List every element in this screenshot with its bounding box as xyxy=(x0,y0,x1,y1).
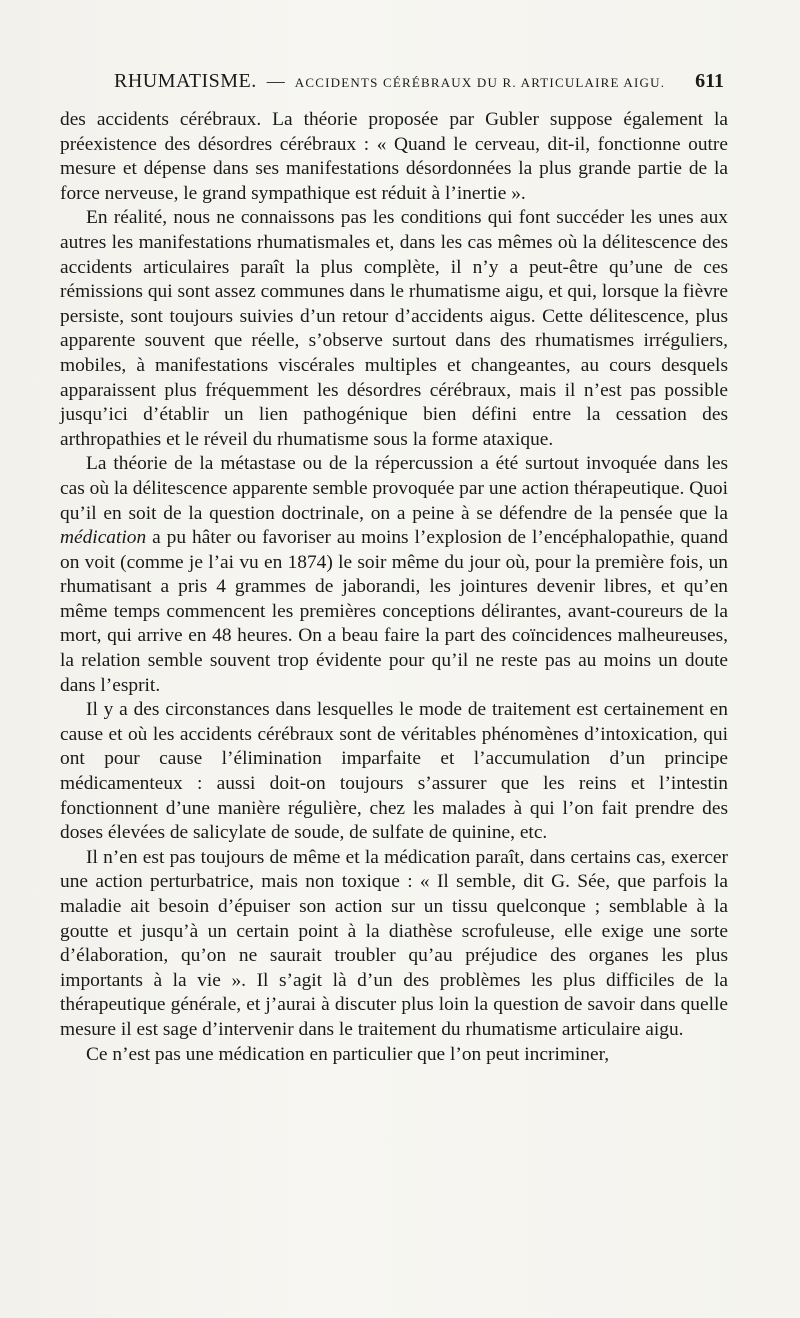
body-text xyxy=(60,108,728,1067)
paragraph-5: Il n’en est pas toujours de même et la médication paraît, dans certains cas, exercer une action perturbatrice, mais non toxique : « Il semble, dit G. Sée, que parfois la maladie ait besoin d’épuiser son action sur un tissu quelconque ; semblable à la goutte et jusqu’à un certain point à la diathèse scrofuleuse, elle exige une sorte d’élaboration, qu’on ne saurait troubler qu’au préjudice des organes les plus importants à la vie ». Il s’agit là d’un des problèmes les plus difficiles de la thérapeutique générale, et j’aurai à discuter plus loin la question de savoir dans quelle mesure il est sage d’intervenir dans le traitement du rhumatisme articulaire aigu. xyxy=(60,846,728,1040)
running-head-left xyxy=(114,70,665,93)
emphasis-medication: médication xyxy=(60,527,147,549)
paragraph-1: des accidents cérébraux. La théorie proposée par Gubler suppose également la préexistence des désordres cérébraux : « Quand le cerveau, dit-il, fonctionne outre mesure et dépense dans ses manifestations désordonnées la plus grande partie de la force nerveuse, le grand sympathique est réduit à l’inertie ». xyxy=(60,109,728,204)
paragraph-3-part-2: a pu hâter ou favoriser au moins l’explosion de l’encéphalopathie, quand on voit (comme je l’ai vu en 1874) le soir même du jour où, pour la première fois, un rhumatisant a pris 4 grammes de jaborandi, les jointures devenir libres, et qu’en même temps commencent les premières conceptions délirantes, avant-coureurs de la mort, qui arrive en 48 heures. On a beau faire la part des coïncidences malheureuses, la relation semble souvent trop évidente pour qu’il ne reste pas au moins un doute dans l’esprit. xyxy=(60,527,728,696)
paragraph-3-part-1: La théorie de la métastase ou de la répercussion a été surtout invoquée dans les cas où la délitescence apparente semble provoquée par une action thérapeutique. Quoi qu’il en soit de la question doctrinale, on a peine à se défendre de la pensée que la xyxy=(60,453,728,524)
paragraph-3 xyxy=(60,452,728,698)
paragraph-4: Il y a des circonstances dans lesquelles le mode de traitement est certainement en cause et où les accidents cérébraux sont de véritables phénomènes d’intoxication, qui ont pour cause l’élimination imparfaite et l’accumulation d’un principe médicamenteux : aussi doit-on toujours s’assurer que les reins et l’intestin fonctionnent d’une manière régulière, chez les malades à qui l’on fait prendre des doses élevées de salicylate de soude, de sulfate de quinine, etc. xyxy=(60,699,728,844)
running-head-subtitle: ACCIDENTS CÉRÉBRAUX DU R. ARTICULAIRE AIGU. xyxy=(294,75,666,90)
running-head-separator: — xyxy=(266,71,285,91)
running-head xyxy=(114,70,724,106)
paragraph-2: En réalité, nous ne connaissons pas les conditions qui font succéder les unes aux autres les manifestations rhumatismales et, dans les cas mêmes où la délitescence des accidents articulaires paraît la plus complète, il n’y a peut-être qu’une de ces rémissions qui sont assez communes dans le rhumatisme aigu, et qui, lorsque la fièvre persiste, sont toujours suivies d’un retour d’accidents aigus. Cette délitescence, plus apparente souvent que réelle, s’observe surtout dans des rhumatismes irréguliers, mobiles, à manifestations viscérales multiples et changeantes, au cours desquels apparaissent plus fréquemment les désordres cérébraux, mais il n’est pas possible jusqu’ici d’établir un lien pathogénique bien défini entre la cessation des arthropathies et le réveil du rhumatisme sous la forme ataxique. xyxy=(60,207,728,450)
page-number: 611 xyxy=(695,70,724,92)
running-head-title: RHUMATISME. xyxy=(114,70,257,92)
paragraph-6: Ce n’est pas une médication en particulier que l’on peut incriminer, xyxy=(86,1043,610,1065)
